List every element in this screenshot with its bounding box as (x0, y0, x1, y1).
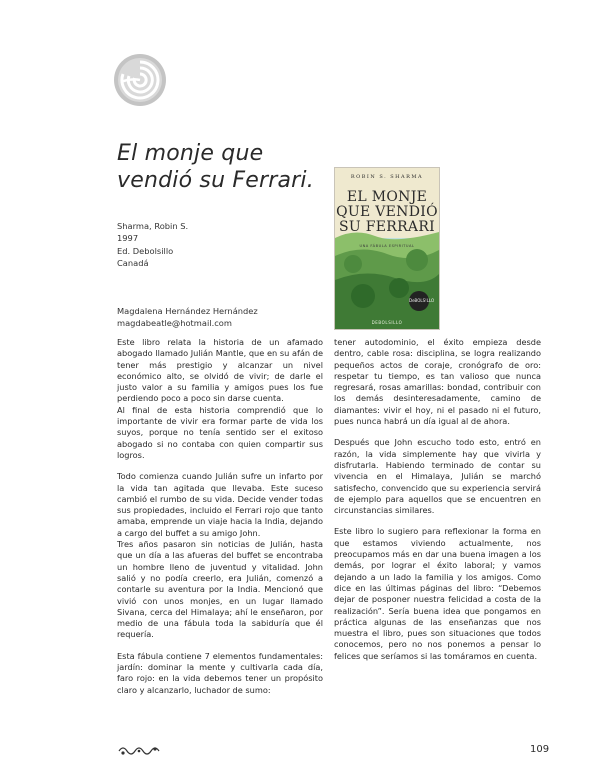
reviewer-info (117, 305, 258, 330)
paragraph: Al final de esta historia comprendió que lo importante de vivir era formar parte de vida los suyos, porque no tenía sentido ser el exitoso abogado si no contaba con quien compartir sus logros. (117, 404, 323, 460)
spiral-logo-icon (112, 52, 168, 108)
title-line-1: El monje que (117, 141, 264, 166)
paragraph: Tres años pasaron sin noticias de Julián, hasta que un día a las afueras del buffet se encontraba un hombre lleno de juventud y vitalidad. John salió y no podía creerlo, era Julián, comenzó a contarle su aventura por la India. Mencionó que vivió con unos monjes, en un lugar llamado Sivana, cerca del Himalaya; ahí le enseñaron, por medio de una fábula toda la sabiduría que él requería. (117, 539, 323, 640)
right-column (334, 337, 541, 672)
book-year: 1997 (117, 233, 139, 244)
paragraph: Este libro relata la historia de un afamado abogado llamado Julián Mantle, que en su afán de tener más prestigio y alcanzar un nivel económico alto, se olvidó de vivir; de darle el justo valor a su familia y amigos pues los fue perdiendo poco a poco sin darse cuenta. (117, 337, 323, 404)
book-cover (334, 167, 440, 330)
paragraph: Este libro lo sugiero para reflexionar la forma en que estamos viviendo actualmente, nos preocupamos más en dar una buena imagen a los demás, por lograr el éxito laboral; y vamos dejando a un lado la familia y los amigos. Como dice en las últimas páginas del libro: “Debemos dejar de posponer nuestra felicidad a costa de la realización”. Sería buena idea que pongamos en práctica algunas de las enseñanzas que nos muestra el libro, pues son situaciones que todos conocemos, pero no nos ponemos a pensar lo felices que seríamos si las tomáramos en cuenta. (334, 526, 541, 661)
paragraph: Todo comienza cuando Julián sufre un infarto por la vida tan agitada que llevaba. Este suceso cambió el rumbo de su vida. Decide vender todas sus propiedades, incluido el Ferrari rojo que tanto amaba, emprende un viaje hacia la India, dejando a cargo del buffet a su amigo John. (117, 471, 323, 538)
reviewer-email: magdabeatle@hotmail.com (117, 318, 232, 329)
cover-subtitle: UNA FÁBULA ESPIRITUAL (359, 244, 415, 248)
cover-title-line: EL MONJE (346, 189, 428, 205)
cover-title-line: QUE VENDIÓ (336, 204, 438, 220)
book-author: Sharma, Robin S. (117, 221, 189, 231)
book-reference (117, 220, 188, 269)
title-line-2: vendió su Ferrari. (117, 168, 314, 193)
cover-author: ROBIN S. SHARMA (350, 174, 424, 180)
swirl-ornament-icon (117, 744, 161, 758)
publisher-badge: DeBOLS!LLO (409, 291, 429, 311)
cover-title-line: SU FERRARI (338, 219, 436, 235)
book-country: Canadá (117, 257, 149, 268)
page-number: 109 (530, 744, 550, 755)
cover-title (335, 190, 439, 235)
paragraph: Después que John escucho todo esto, entró en razón, la vida simplemente hay que vivirla y disfrutarla. Habiendo terminado de contar su vivencia en el Himalaya, Julián se marchó satisfecho, convencido que su experiencia servirá de ejemplo para aquellos que se encuentren en circunstancias similares. (334, 437, 541, 516)
left-column (117, 337, 323, 706)
page-title (117, 140, 347, 194)
paragraph: tener autodominio, el éxito empieza desde dentro, cable rosa: disciplina, se logra realizando pequeños actos de coraje, cronógrafo de oro: respetar tu tiempo, es tan valioso que nunca regresará, rosas amarillas: bondad, contribuir con los demás desinteresadamente, camino de diamantes: vivir el hoy, ni el pasado ni el futuro, pues nunca habrá un día igual al de ahora. (334, 337, 541, 427)
book-publisher: Ed. Debolsillo (117, 245, 174, 256)
cover-publisher: DEBOLSILLO (371, 320, 403, 325)
paragraph: Esta fábula contiene 7 elementos fundamentales: jardín: dominar la mente y cultivarla cada día, faro rojo: en la vida debemos tener un propósito claro y alcanzarlo, luchador de sumo: (117, 650, 323, 695)
reviewer-name: Magdalena Hernández Hernández (117, 306, 258, 316)
